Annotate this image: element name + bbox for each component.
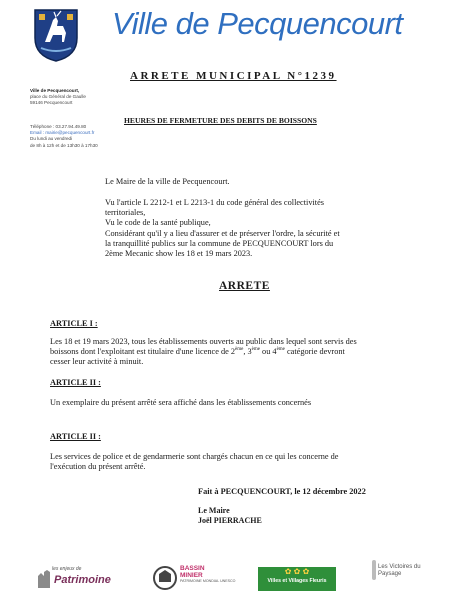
bassin-line: BASSIN bbox=[180, 565, 205, 572]
arrete-heading: ARRETE bbox=[219, 280, 270, 292]
town-contact-block bbox=[30, 124, 130, 149]
article-text bbox=[50, 337, 425, 368]
patrimoine-logo bbox=[36, 562, 114, 592]
signatory-name: Joël PIERRACHE bbox=[198, 516, 262, 525]
considerant-line: Vu le code de la santé publique, bbox=[105, 218, 211, 228]
town-title: Ville de Pecquencourt bbox=[112, 6, 403, 41]
article-heading: ARTICLE II : bbox=[50, 432, 101, 441]
sidebar-line: Du lundi au vendredi bbox=[30, 136, 73, 142]
bassin-line: PATRIMOINE MONDIAL UNESCO bbox=[180, 579, 236, 583]
victoires-paysage-text: Les Victoires du Paysage bbox=[378, 564, 421, 577]
leaf-icon bbox=[372, 560, 376, 580]
considerant-line: territoriales, bbox=[105, 208, 146, 218]
sidebar-line: 59146 Pecquencourt bbox=[30, 100, 73, 106]
signatory-role: Le Maire bbox=[198, 506, 230, 515]
unesco-emblem-icon bbox=[152, 565, 178, 591]
villes-fleuris-text: Villes et Villages Fleuris bbox=[267, 578, 327, 584]
sidebar-line: Ville de Pecquencourt, bbox=[30, 88, 80, 93]
considerant-line: Vu l'article L 2212-1 et L 2213-1 du code général des collectivités bbox=[105, 198, 325, 207]
article-heading: ARTICLE II : bbox=[50, 378, 101, 387]
article-line: Les 18 et 19 mars 2023, tous les établissements ouverts au public dans lequel sont servis des bbox=[50, 337, 357, 346]
patrimoine-text: Patrimoine bbox=[54, 574, 111, 586]
coat-of-arms-logo bbox=[33, 8, 79, 62]
arrete-number: ARRETE MUNICIPAL N°1239 bbox=[130, 70, 337, 82]
considerant-line: la tranquillité publics sur la commune de PECQUENCOURT lors du bbox=[105, 238, 334, 248]
article-line: cesser leur activité à minuit. bbox=[50, 357, 144, 367]
villes-fleuris-logo bbox=[258, 567, 336, 591]
sidebar-line: place du Général de Gaulle bbox=[30, 94, 86, 100]
flowers-icon: ✿ ✿ ✿ bbox=[284, 567, 310, 576]
considerants-block bbox=[105, 198, 417, 259]
considerant-line: 2ème Mecanic show les 18 et 19 mars 2023. bbox=[105, 249, 253, 259]
article-line: Les services de police et de gendarmerie sont chargés chacun en ce qui les concerne de bbox=[50, 452, 339, 461]
document-subject: HEURES DE FERMETURE DES DEBITS DE BOISSONS bbox=[124, 116, 317, 125]
town-address-block bbox=[30, 88, 130, 107]
sidebar-line: de 8h à 12h et de 13h30 à 17h30 bbox=[30, 142, 98, 148]
article-text bbox=[50, 398, 311, 408]
article-line: boissons dont l'exploitant est titulaire d'une licence de 2ème, 3ème ou 4ème catégorie devront bbox=[50, 347, 345, 357]
article-line: Un exemplaire du présent arrêté sera affiché dans les établissements concernés bbox=[50, 398, 312, 407]
victoires-paysage-logo bbox=[372, 560, 432, 594]
signature-place-date: Fait à PECQUENCOURT, le 12 décembre 2022 bbox=[198, 487, 366, 496]
bassin-minier-logo bbox=[152, 563, 236, 593]
article-heading: ARTICLE I : bbox=[50, 319, 98, 328]
sidebar-phone: Téléphone : 03.27.94.49.80 bbox=[30, 124, 87, 129]
patrimoine-small-text: les enjeux de bbox=[52, 566, 82, 572]
maire-intro: Le Maire de la ville de Pecquencourt. bbox=[105, 177, 230, 186]
considerant-line: Considérant qu'il y a lieu d'assurer et de préserver l'ordre, la sécurité et bbox=[105, 228, 340, 238]
article-text bbox=[50, 452, 425, 472]
sidebar-email[interactable]: Email : mairie@pecquencourt.fr bbox=[30, 130, 95, 136]
article-line: l'exécution du présent arrêté. bbox=[50, 462, 146, 472]
bassin-line: MINIER bbox=[180, 572, 203, 579]
